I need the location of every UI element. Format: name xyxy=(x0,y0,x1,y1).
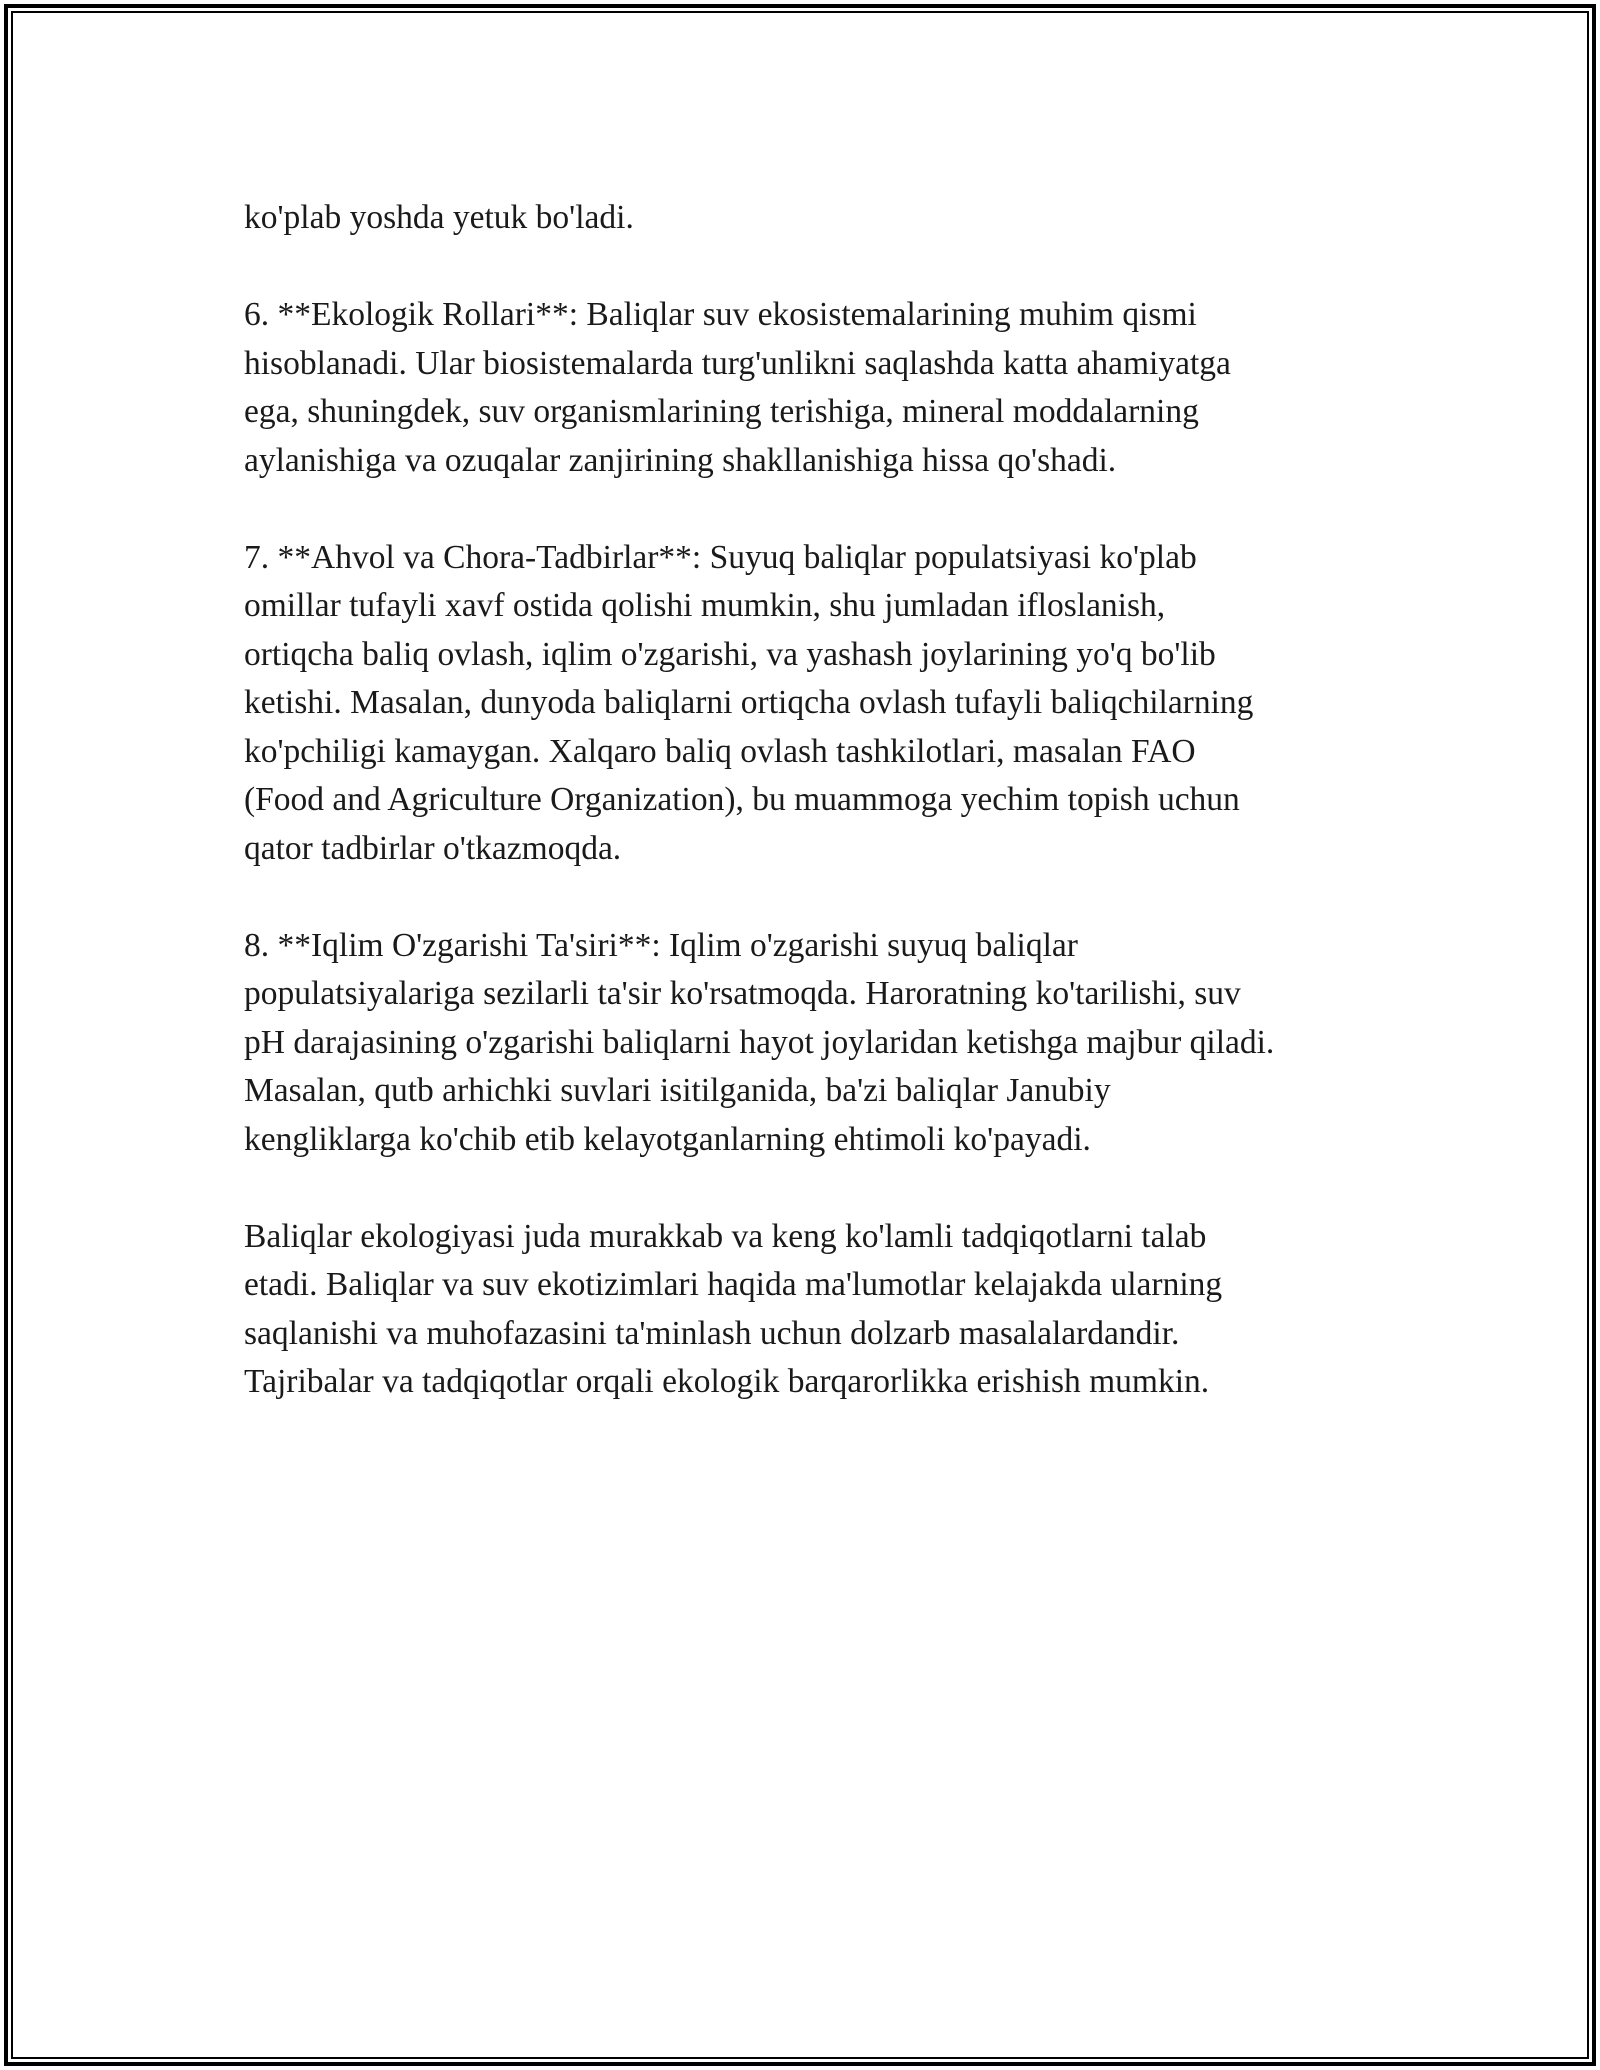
text-line: Tajribalar va tadqiqotlar orqali ekologik barqarorlikka erishish mumkin. xyxy=(244,1363,1210,1400)
text-line: omillar tufayli xavf ostida qolishi mumkin, shu jumladan ifloslanish, xyxy=(244,587,1166,624)
document-body xyxy=(244,194,1424,1455)
text-line: 8. **Iqlim O'zgarishi Ta'siri**: Iqlim o'zgarishi suyuq baliqlar xyxy=(244,926,1078,964)
paragraph-conclusion xyxy=(244,1213,1424,1407)
text-line: ketishi. Masalan, dunyoda baliqlarni ortiqcha ovlash tufayli baliqchilarning xyxy=(244,684,1254,721)
text-line: 6. **Ekologik Rollari**: Baliqlar suv ekosistemalarining muhim qismi xyxy=(244,296,1197,333)
text-line: aylanishiga va ozuqalar zanjirining shakllanishiga hissa qo'shadi. xyxy=(244,441,1117,479)
paragraph-ekologik-rollari xyxy=(244,291,1424,485)
text-line: ko'pchiligi kamaygan. Xalqaro baliq ovlash tashkilotlari, masalan FAO xyxy=(244,732,1196,770)
page-frame xyxy=(4,4,1596,2066)
text-line: Baliqlar ekologiyasi juda murakkab va keng ko'lamli tadqiqotlarni talab xyxy=(244,1217,1207,1255)
paragraph-ahvol-va-chora-tadbirlar xyxy=(244,534,1424,874)
text-line: Masalan, qutb arhichki suvlari isitilganida, ba'zi baliqlar Janubiy xyxy=(244,1072,1111,1109)
paragraph-iqlim-ozgarishi-tasiri xyxy=(244,922,1424,1165)
text-line: hisoblanadi. Ular biosistemalarda turg'unlikni saqlashda katta ahamiyatga xyxy=(244,344,1231,382)
text-line: kengliklarga ko'chib etib kelayotganlarning ehtimoli ko'payadi. xyxy=(244,1120,1091,1158)
text-line: 7. **Ahvol va Chora-Tadbirlar**: Suyuq baliqlar populatsiyasi ko'plab xyxy=(244,538,1197,576)
text-line: etadi. Baliqlar va suv ekotizimlari haqida ma'lumotlar kelajakda ularning xyxy=(244,1266,1223,1303)
text-line: populatsiyalariga sezilarli ta'sir ko'rsatmoqda. Haroratning ko'tarilishi, suv xyxy=(244,975,1241,1012)
text-line: ortiqcha baliq ovlash, iqlim o'zgarishi, va yashash joylarining yo'q bo'lib xyxy=(244,635,1216,673)
text-line: (Food and Agriculture Organization), bu muammoga yechim topish uchun xyxy=(244,781,1240,818)
text-line: qator tadbirlar o'tkazmoqda. xyxy=(244,829,622,867)
paragraph-continuation xyxy=(244,194,1424,243)
text-line: ko'plab yoshda yetuk bo'ladi. xyxy=(244,199,634,236)
text-line: saqlanishi va muhofazasini ta'minlash uchun dolzarb masalalardandir. xyxy=(244,1314,1180,1352)
text-line: ega, shuningdek, suv organismlarining terishiga, mineral moddalarning xyxy=(244,393,1199,430)
text-line: pH darajasining o'zgarishi baliqlarni hayot joylaridan ketishga majbur qiladi. xyxy=(244,1023,1275,1061)
